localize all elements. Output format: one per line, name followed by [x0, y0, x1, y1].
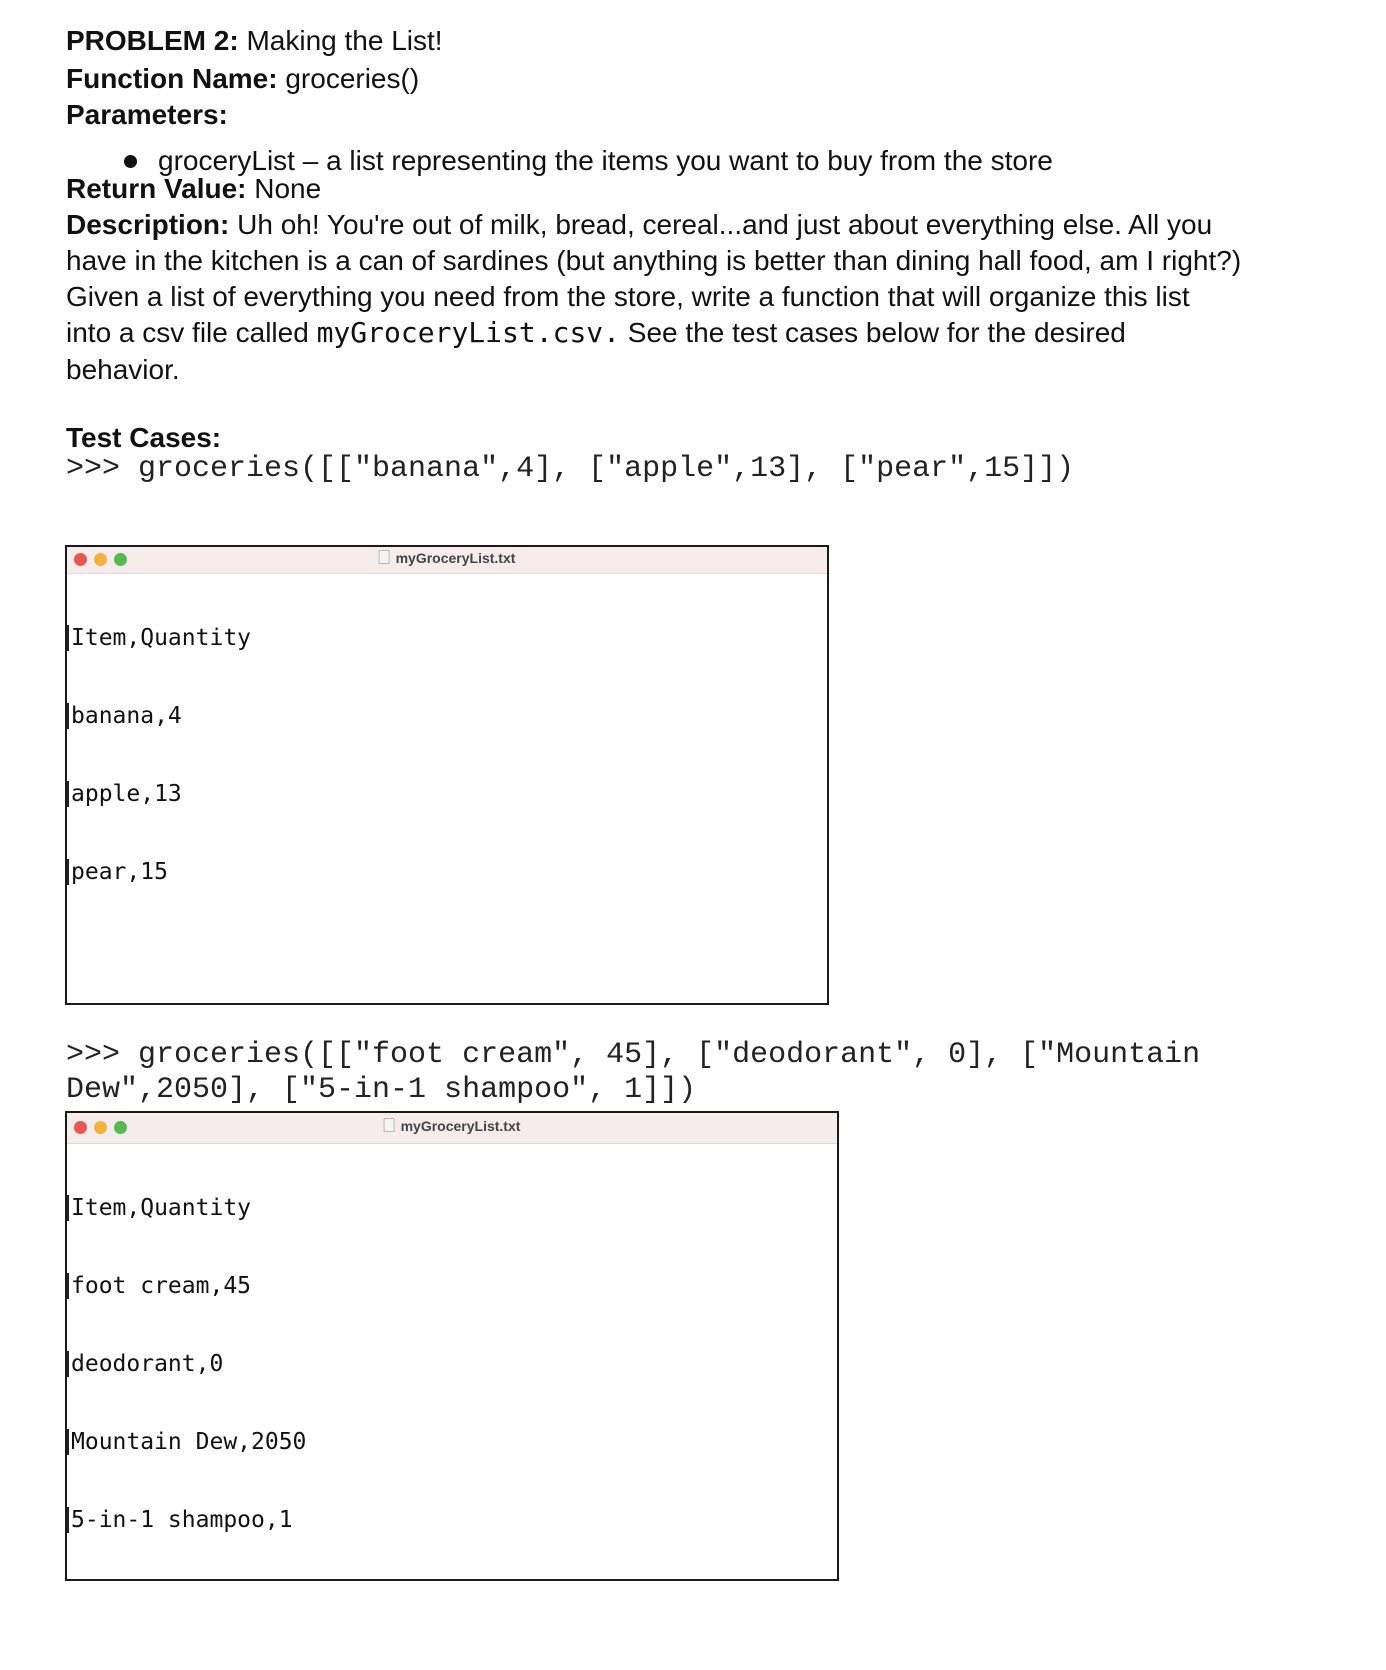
test-cases-label: Test Cases: — [66, 422, 222, 453]
file-window-2 — [65, 1111, 839, 1581]
file-line: foot cream,45 — [67, 1273, 306, 1299]
return-value: None — [254, 173, 322, 204]
test-case-1-command: >>> groceries([["banana",4], ["apple",13], ["pear",15]]) — [66, 452, 1075, 486]
function-label: Function Name: — [66, 63, 278, 94]
problem-heading — [66, 23, 443, 59]
description-line-1 — [66, 206, 1212, 244]
test-case-2-command-line-2: Dew",2050], ["5-in-1 shampoo", 1]]) — [66, 1073, 697, 1107]
csv-filename: myGroceryList.csv. — [316, 316, 621, 349]
file-content[interactable] — [72, 1143, 306, 1585]
problem-title: Making the List! — [246, 25, 443, 56]
document-icon — [379, 550, 390, 564]
file-line: apple,13 — [67, 781, 251, 807]
description-line-3: Given a list of everything you need from the store, write a function that will organize this list — [66, 281, 1190, 312]
window-title — [379, 550, 516, 566]
zoom-icon[interactable] — [114, 553, 127, 566]
return-value-label: Return Value: — [66, 173, 247, 204]
description-line-2: have in the kitchen is a can of sardines (but anything is better than dining hall food, am I right?) — [66, 245, 1242, 276]
parameters-row — [66, 97, 228, 133]
test-case-2-command-line-1: >>> groceries([["foot cream", 45], ["deodorant", 0], ["Mountain — [66, 1038, 1201, 1072]
minimize-icon[interactable] — [94, 1121, 107, 1134]
test-cases-heading — [66, 420, 221, 456]
file-line: deodorant,0 — [67, 1351, 306, 1377]
window-title — [384, 1118, 521, 1134]
file-window-1 — [65, 545, 829, 1005]
description-line-5: behavior. — [66, 354, 180, 385]
problem-label: PROBLEM 2: — [66, 25, 239, 56]
bullet-icon — [124, 155, 137, 168]
window-title-text: myGroceryList.txt — [395, 550, 516, 566]
file-line: banana,4 — [67, 703, 251, 729]
description-label: Description: — [66, 209, 230, 240]
file-line: 5-in-1 shampoo,1 — [67, 1507, 306, 1533]
file-line: Mountain Dew,2050 — [67, 1429, 306, 1455]
description-text-1: Uh oh! You're out of milk, bread, cereal...and just about everything else. All you — [237, 209, 1213, 240]
zoom-icon[interactable] — [114, 1121, 127, 1134]
file-line: Item,Quantity — [67, 1195, 306, 1221]
minimize-icon[interactable] — [94, 553, 107, 566]
description-line-4 — [66, 314, 1126, 352]
file-line: pear,15 — [67, 859, 251, 885]
window-titlebar — [67, 547, 827, 574]
return-value-row — [66, 171, 321, 207]
close-icon[interactable] — [74, 553, 87, 566]
file-content[interactable] — [72, 573, 251, 937]
description-text-4b: See the test cases below for the desired — [620, 317, 1126, 348]
window-titlebar — [67, 1113, 837, 1144]
parameters-label: Parameters: — [66, 99, 228, 130]
file-line: Item,Quantity — [67, 625, 251, 651]
parameter-text: groceryList – a list representing the items you want to buy from the store — [158, 145, 1053, 176]
close-icon[interactable] — [74, 1121, 87, 1134]
description-text-4a: into a csv file called — [66, 317, 317, 348]
function-name-row — [66, 61, 419, 97]
function-name: groceries() — [285, 63, 420, 94]
window-title-text: myGroceryList.txt — [400, 1118, 521, 1134]
document-icon — [384, 1118, 395, 1132]
